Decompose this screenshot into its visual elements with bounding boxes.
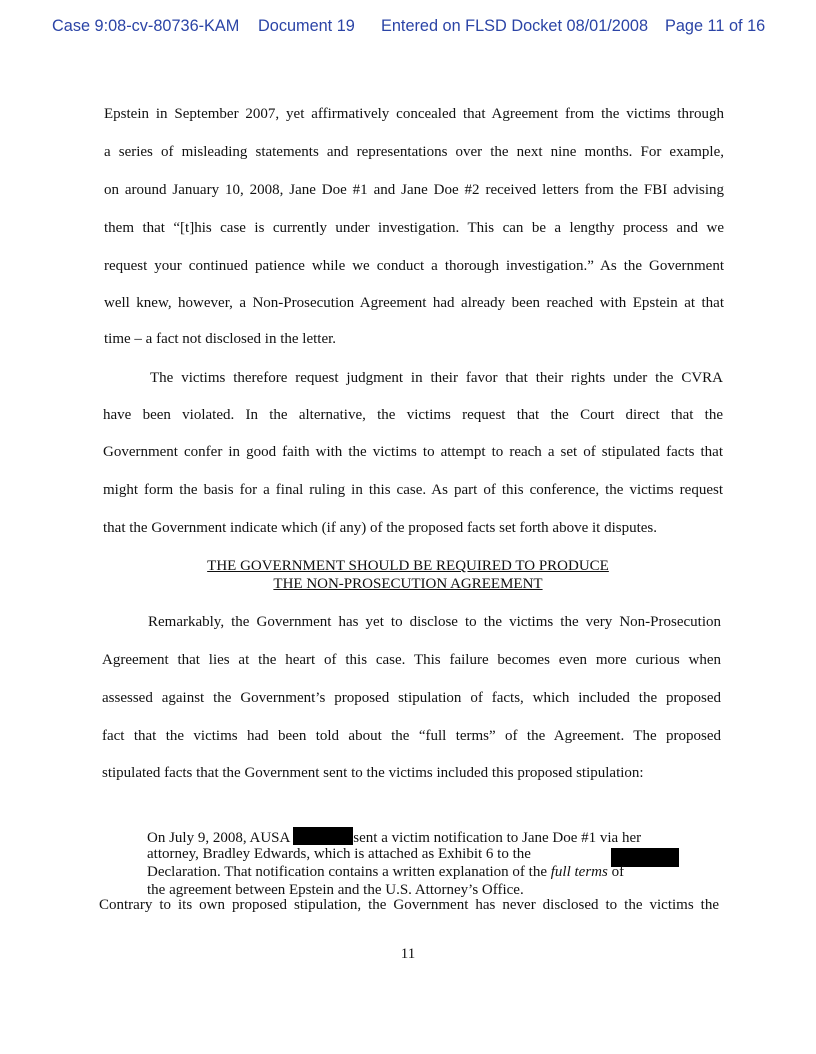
quote-text: sent a victim notification to Jane Doe #1 via her xyxy=(353,830,642,846)
quote-text: attorney, Bradley Edwards, which is attached as Exhibit 6 to the xyxy=(147,846,531,862)
text-line: Remarkably, the Government has yet to disclose to the victims the very Non-Prosecution xyxy=(148,614,721,630)
text-line: Government confer in good faith with the victims to attempt to reach a set of stipulated facts that xyxy=(103,444,723,460)
text-line: fact that the victims had been told about the “full terms” of the Agreement. The proposed xyxy=(102,728,721,744)
case-number: Case 9:08-cv-80736-KAM xyxy=(52,17,240,35)
text-line: well knew, however, a Non-Prosecution Agreement had already been reached with Epstein at that xyxy=(104,295,724,311)
redaction-box xyxy=(293,827,353,845)
quote-line xyxy=(147,827,641,847)
page-number: 11 xyxy=(400,946,416,962)
quote-emphasis: full terms xyxy=(550,864,608,880)
text-line: that the Government indicate which (if any) of the proposed facts set forth above it disputes. xyxy=(103,520,658,536)
text-line: stipulated facts that the Government sent to the victims included this proposed stipulation: xyxy=(102,765,644,781)
text-line: Epstein in September 2007, yet affirmatively concealed that Agreement from the victims through xyxy=(104,106,724,122)
text-line: Agreement that lies at the heart of this case. This failure becomes even more curious when xyxy=(102,652,721,668)
text-line: have been violated. In the alternative, the victims request that the Court direct that the xyxy=(103,407,723,423)
document-number: Document 19 xyxy=(258,17,355,35)
text-line: request your continued patience while we conduct a thorough investigation.” As the Government xyxy=(104,258,724,274)
paragraph-4-line: Contrary to its own proposed stipulation, the Government has never disclosed to the victims the xyxy=(99,897,719,913)
quote-text: of xyxy=(607,864,625,880)
text-line: The victims therefore request judgment in their favor that their rights under the CVRA xyxy=(150,370,723,386)
page-of-total: Page 11 of 16 xyxy=(665,17,766,35)
quote-text: On July 9, 2008, AUSA xyxy=(147,830,294,846)
docket-header xyxy=(0,17,816,39)
text-line: might form the basis for a final ruling in this case. As part of this conference, the victims request xyxy=(103,482,723,498)
docket-entry-date: Entered on FLSD Docket 08/01/2008 xyxy=(381,17,649,35)
section-heading-line-2: THE NON-PROSECUTION AGREEMENT xyxy=(273,576,543,592)
text-line: time – a fact not disclosed in the letter. xyxy=(104,331,337,347)
quote-text: the agreement between Epstein and the U.S. Attorney’s Office. xyxy=(147,882,524,898)
quote-line xyxy=(147,846,531,863)
quote-line xyxy=(147,864,624,881)
quote-text: Declaration. That notification contains a written explanation of the xyxy=(147,864,551,880)
text-line: them that “[t]his case is currently under investigation. This can be a lengthy process and we xyxy=(104,220,724,236)
text-line: assessed against the Government’s proposed stipulation of facts, which included the proposed xyxy=(102,690,721,706)
text-line: on around January 10, 2008, Jane Doe #1 and Jane Doe #2 received letters from the FBI advising xyxy=(104,182,724,198)
text-line: a series of misleading statements and representations over the next nine months. For example, xyxy=(104,144,724,160)
section-heading-line-1: THE GOVERNMENT SHOULD BE REQUIRED TO PRODUCE xyxy=(207,558,609,574)
